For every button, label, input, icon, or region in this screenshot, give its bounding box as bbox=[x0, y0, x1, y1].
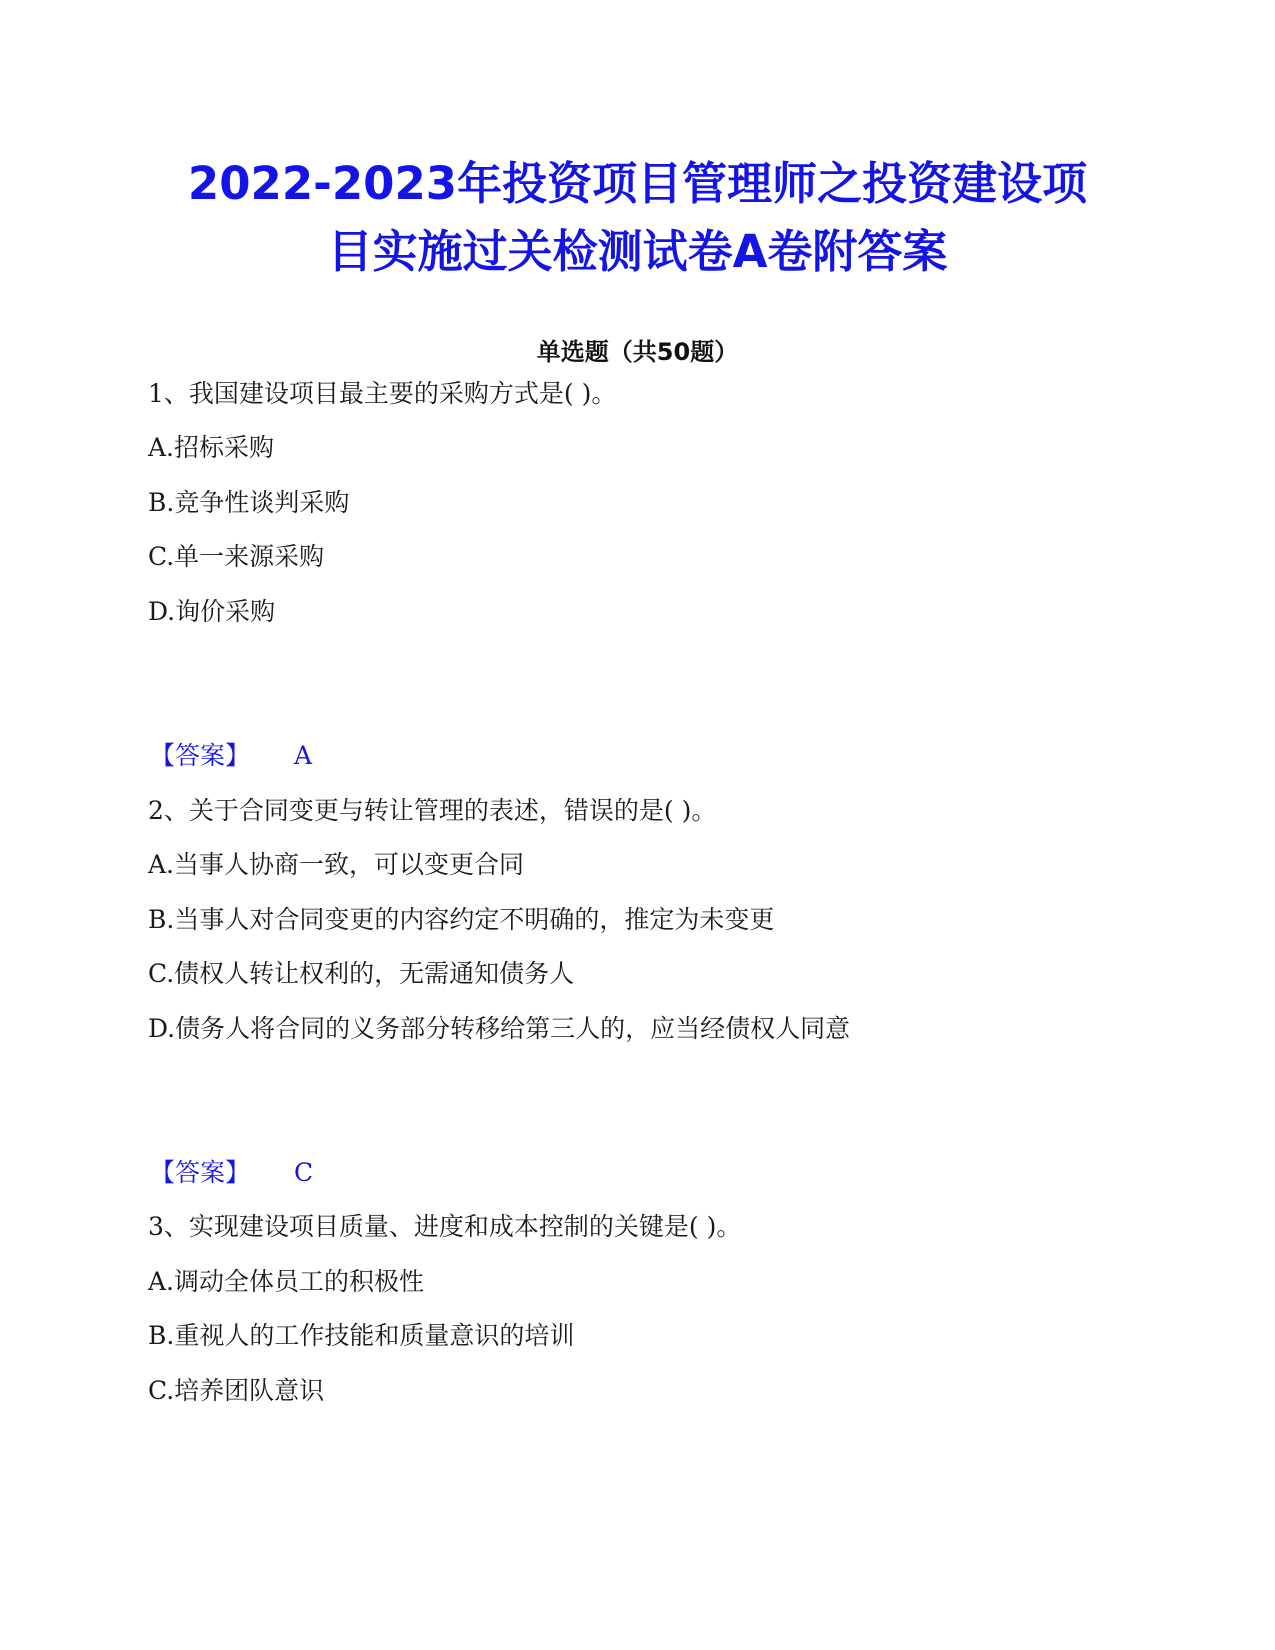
answer-value: C bbox=[294, 1158, 314, 1187]
question-1-option-d: D.询价采购 bbox=[148, 597, 276, 626]
question-1-option-b: B.竞争性谈判采购 bbox=[148, 488, 350, 517]
question-2-option-a: A.当事人协商一致，可以变更合同 bbox=[148, 850, 525, 879]
title-line-1: 2022-2023年投资项目管理师之投资建设项 bbox=[187, 157, 1088, 210]
question-2-option-c: C.债权人转让权利的，无需通知债务人 bbox=[148, 959, 575, 988]
question-2-option-b: B.当事人对合同变更的内容约定不明确的，推定为未变更 bbox=[148, 905, 775, 934]
answer-label: 【答案】 bbox=[150, 1158, 251, 1187]
question-1-option-a: A.招标采购 bbox=[148, 433, 275, 462]
document-title bbox=[100, 150, 1175, 286]
question-3-stem: 3、实现建设项目质量、进度和成本控制的关键是( )。 bbox=[148, 1212, 742, 1241]
question-2-answer bbox=[150, 1156, 313, 1190]
question-1-answer bbox=[150, 739, 312, 773]
question-1-option-c: C.单一来源采购 bbox=[148, 542, 325, 571]
title-line-2: 目实施过关检测试卷A卷附答案 bbox=[327, 225, 948, 278]
question-3-option-c: C.培养团队意识 bbox=[148, 1376, 325, 1405]
question-2-stem: 2、关于合同变更与转让管理的表述，错误的是( )。 bbox=[148, 796, 717, 825]
question-1-stem: 1、我国建设项目最主要的采购方式是( )。 bbox=[148, 379, 617, 408]
question-3-option-b: B.重视人的工作技能和质量意识的培训 bbox=[148, 1321, 575, 1350]
section-heading: 单选题（共50题） bbox=[536, 338, 739, 366]
answer-label: 【答案】 bbox=[150, 741, 251, 770]
question-3-option-a: A.调动全体员工的积极性 bbox=[148, 1267, 425, 1296]
answer-value: A bbox=[294, 741, 313, 770]
question-2-option-d: D.债务人将合同的义务部分转移给第三人的，应当经债权人同意 bbox=[148, 1014, 851, 1043]
